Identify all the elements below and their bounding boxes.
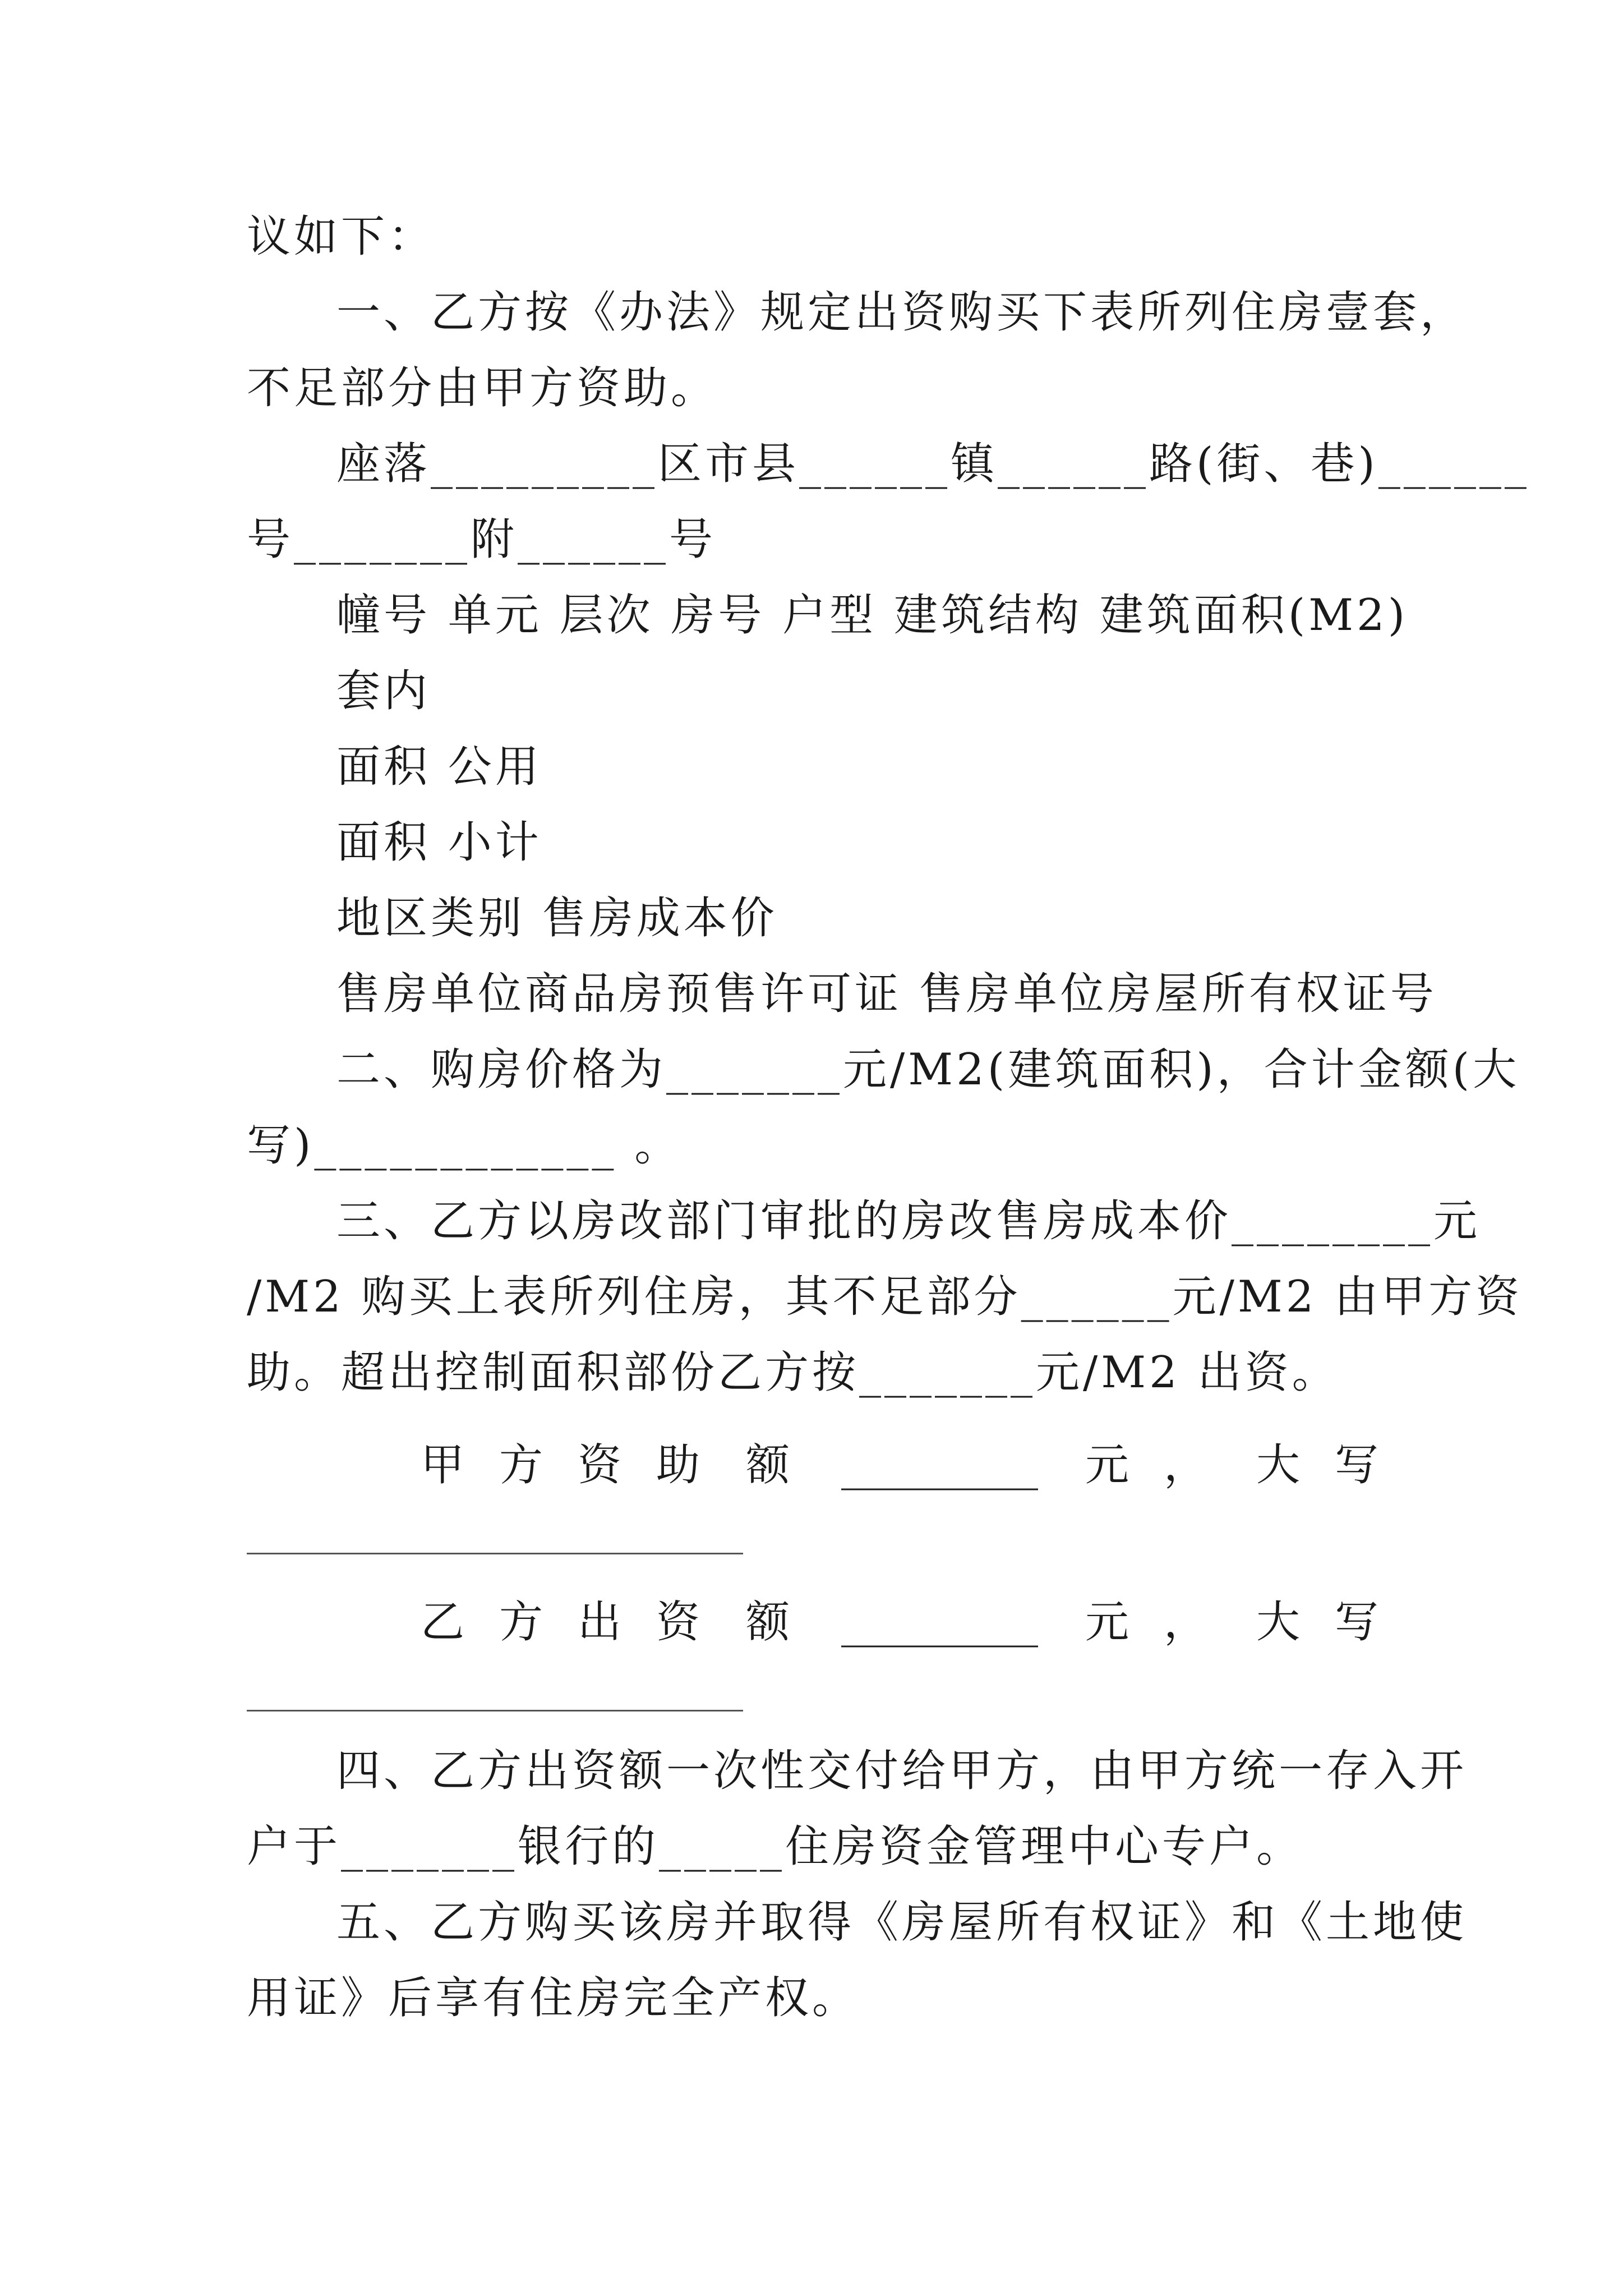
text-line: 一、乙方按《办法》规定出资购买下表所列住房壹套， xyxy=(336,287,1468,338)
text-line: 幢号 单元 层次 房号 户型 建筑结构 建筑面积(M2) xyxy=(336,590,1409,641)
capital-amount-underline xyxy=(247,1553,743,1554)
spread-char: 额 xyxy=(746,1597,790,1648)
comma: ， xyxy=(1164,1440,1208,1490)
text-line: 议如下： xyxy=(247,211,436,262)
spread-char: 乙 xyxy=(421,1597,465,1648)
unit-yuan: 元 xyxy=(1085,1440,1129,1490)
spread-char: 助 xyxy=(656,1440,700,1490)
spread-char: 资 xyxy=(656,1597,700,1648)
text-line: 写)____________ 。 xyxy=(247,1120,682,1171)
text-line: 套内 xyxy=(336,666,431,716)
spread-char: 甲 xyxy=(421,1440,465,1490)
text-line: 五、乙方购买该房并取得《房屋所有权证》和《土地使 xyxy=(336,1897,1468,1948)
spread-char: 方 xyxy=(499,1440,543,1490)
text-line: 地区类别 售房成本价 xyxy=(336,893,778,944)
capital-word: 大 xyxy=(1256,1440,1301,1490)
spread-char: 方 xyxy=(499,1597,543,1648)
text-line: /M2 购买上表所列住房，其不足部分______元/M2 由甲方资 xyxy=(247,1272,1523,1322)
text-line: 户于_______银行的_____住房资金管理中心专户。 xyxy=(247,1821,1304,1872)
text-line: 座落_________区市县______镇______路(街、巷)______ xyxy=(336,439,1530,489)
text-line: 号_______附______号 xyxy=(247,514,717,565)
text-line: 四、乙方出资额一次性交付给甲方，由甲方统一存入开 xyxy=(336,1746,1468,1796)
text-line: 助。超出控制面积部份乙方按_______元/M2 出资。 xyxy=(247,1347,1339,1398)
text-line: 用证》后享有住房完全产权。 xyxy=(247,1973,860,2023)
spread-char: 额 xyxy=(746,1440,790,1490)
text-line: 售房单位商品房预售许可证 售房单位房屋所有权证号 xyxy=(336,969,1437,1019)
text-line: 面积 小计 xyxy=(336,817,542,868)
spread-char: 出 xyxy=(578,1597,622,1648)
amount-blank: _________ xyxy=(841,1440,1038,1490)
capital-word: 大 xyxy=(1256,1597,1301,1648)
text-line: 面积 公用 xyxy=(336,742,542,792)
amount-blank: _________ xyxy=(841,1597,1038,1648)
capital-word: 写 xyxy=(1335,1597,1379,1648)
text-line: 不足部分由甲方资助。 xyxy=(247,363,718,413)
capital-amount-underline xyxy=(247,1710,743,1711)
text-line: 三、乙方以房改部门审批的房改售房成本价________元 xyxy=(336,1196,1481,1246)
spread-char: 资 xyxy=(578,1440,622,1490)
text-line: 二、购房价格为_______元/M2(建筑面积)，合计金额(大 xyxy=(336,1045,1520,1095)
capital-word: 写 xyxy=(1335,1440,1379,1490)
unit-yuan: 元 xyxy=(1085,1597,1129,1648)
comma: ， xyxy=(1164,1597,1208,1648)
